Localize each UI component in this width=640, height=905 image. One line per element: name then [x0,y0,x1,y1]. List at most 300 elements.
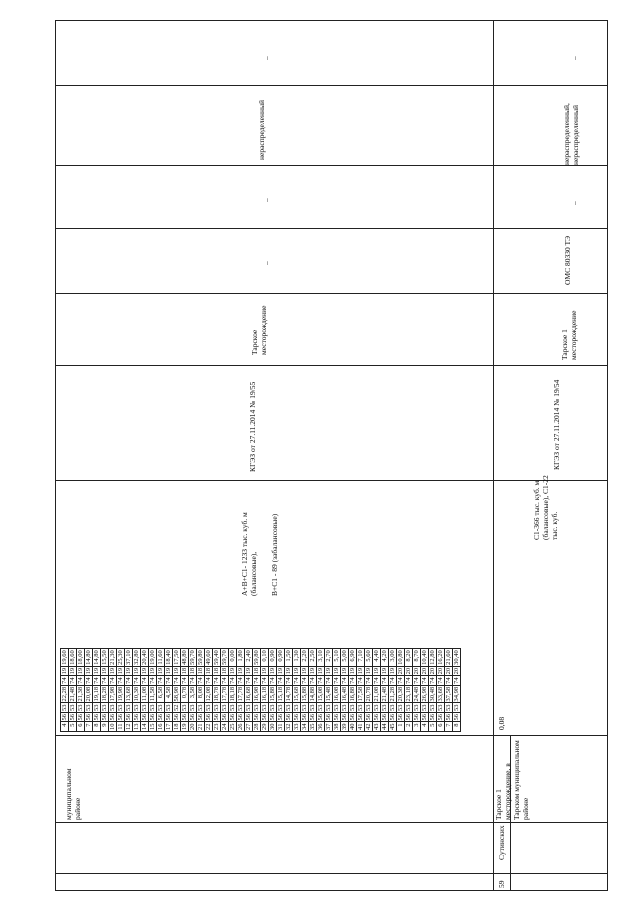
table-row [101,649,109,732]
table-cell: 18,00 [77,650,84,665]
col-sep-1 [55,85,608,86]
table-cell: 53 [333,704,340,711]
table-cell: 7 [85,722,93,732]
table-cell: 53 [205,704,212,711]
table-row [277,649,285,732]
table-cell: 3,10 [317,649,325,667]
table-cell: 56 [453,714,460,721]
table-cell: 12,80 [429,650,436,665]
table-cell: 26 [237,723,244,730]
table-cell: 56 [365,714,372,721]
table-cell: 28 [253,723,260,730]
table-cell: 44 [381,723,388,730]
table-cell: 5 [69,722,77,732]
table-cell: 19 [309,667,316,675]
table-cell: 18 [221,667,228,675]
table-cell: 7 [445,722,453,732]
table-cell: 41 [357,723,364,730]
table-cell: 74 [421,677,428,684]
table-cell: 52 [173,704,180,711]
table-cell: 20,38 [397,686,404,702]
table-cell: 20 [413,667,420,675]
table-cell: 56 [141,714,148,721]
table-row [293,649,301,732]
reserves-bottom: С1-366 тыс. куб. м (балансовые), С1-22 тыс. куб. [532,475,559,540]
table-cell: 8,08 [197,685,205,703]
table-cell: 18 [197,667,204,675]
table-cell: 21,38 [77,686,84,702]
table-cell: 74 [325,677,332,684]
table-cell: 74 [149,677,156,684]
table-cell: 74 [389,677,396,684]
table-cell: 3 [413,722,421,732]
table-cell: 21,48 [69,686,76,702]
table-row [325,649,333,732]
table-cell: 74 [109,677,116,684]
table-cell: 22,28 [61,686,68,702]
table-cell: 27 [245,723,252,730]
reserves-abc1: А+В+С1- 1233 тыс. куб. м (балансовые), [240,512,258,596]
table-cell: 20,08 [85,686,92,702]
table-cell: 74 [253,677,260,684]
table-row [429,649,437,732]
protocol-bottom: КГЭЗ от 27.11.2014 № 19/54 [552,379,561,470]
table-cell: 17,98 [109,686,116,702]
table-cell: 74 [237,677,244,684]
table-cell: 37,10 [125,650,132,665]
table-cell: 4 [61,722,69,732]
table-cell: 56 [213,714,220,721]
table-row [149,649,157,732]
table-cell: 25 [229,723,236,730]
table-cell: 56 [285,714,292,721]
table-cell: 19 [261,667,268,675]
table-cell: 16,88 [349,686,356,702]
table-row [437,649,445,732]
type-text-top: нераспределенный [257,99,266,160]
table-row [269,649,277,732]
table-cell: 2,70 [325,649,333,667]
table-cell: 20,78 [365,686,372,702]
table-cell: 53 [165,704,172,711]
table-cell: 56 [133,714,140,721]
table-cell: 19 [165,667,172,675]
table-cell: 23 [213,723,220,730]
license-bottom: ОМС 80330 ТЭ [563,235,572,285]
table-cell: 0,90 [269,649,277,667]
table-cell: 38 [333,723,340,730]
table-cell: 56 [381,714,388,721]
table-cell: 15,08 [317,686,324,702]
table-cell: 53 [189,704,196,711]
table-row [349,649,357,732]
table-cell: 8,20 [405,649,413,667]
table-cell: 53 [421,704,428,711]
protocol-top: КГЭЗ от 27.11.2014 № 19/55 [248,381,257,472]
table-cell: 74 [117,677,124,684]
table-cell: 20,40 [141,650,148,665]
table-cell: 56 [429,714,436,721]
table-row [245,649,253,732]
table-row [397,649,405,732]
table-cell: 19,18 [93,686,100,702]
table-cell: 53 [61,704,68,711]
table-cell: 19 [101,667,108,675]
table-row [165,649,173,732]
table-cell: 53 [149,704,156,711]
table-cell: 20 [397,667,404,675]
col-sep-7 [55,735,608,736]
table-cell: 15,48 [325,686,332,702]
table-cell: 6,90 [349,649,357,667]
table-cell: 56 [229,714,236,721]
table-cell: 20 [421,667,428,675]
table-cell: 56 [333,714,340,721]
table-cell: 53 [397,704,404,711]
table-cell: 18 [205,667,212,675]
table-cell: 19 [157,667,164,675]
table-cell: 74 [413,677,420,684]
table-cell: 19 [109,667,116,675]
table-cell: 56 [261,714,268,721]
table-cell: 53 [253,704,260,711]
table-cell: 33,68 [437,686,444,702]
table-cell: 53 [93,704,100,711]
dash-bottom-2: – [570,201,579,205]
table-cell: 74 [157,677,164,684]
table-cell: 0,78 [181,685,189,703]
table-cell: 22 [205,723,212,730]
table-cell: 56 [421,714,428,721]
table-cell: 56 [309,714,316,721]
table-cell: 56 [149,714,156,721]
table-cell: 56 [349,714,356,721]
table-cell: 53 [77,704,84,711]
table-cell: 2,20 [301,649,309,667]
table-cell: 12 [125,723,132,730]
table-cell: 56 [157,714,164,721]
col-sep-8 [55,822,608,823]
table-cell: 1,80 [237,649,245,667]
table-cell: 17,50 [173,650,180,665]
table-cell: 56 [77,714,84,721]
table-row [453,649,461,732]
table-cell: 53 [309,704,316,711]
table-cell: 59,70 [189,650,196,665]
type-text-bottom: нераспределенный, нераспределенный [562,103,580,165]
table-cell: 53 [85,704,92,711]
table-cell: 32,80 [133,650,140,665]
table-cell: 56 [165,714,172,721]
table-cell: 29 [261,723,268,730]
table-cell: 19 [389,667,396,675]
table-cell: 21,60 [445,650,452,665]
table-cell: 45 [389,723,396,730]
table-cell: 56 [445,714,452,721]
table-cell: 34,98 [453,686,460,702]
table-cell: 19 [133,667,140,675]
table-cell: 53 [293,704,300,711]
col-sep-4 [55,293,608,294]
table-cell: 53 [341,704,348,711]
table-cell: 12,08 [205,686,212,702]
table-cell: 53 [221,704,228,711]
table-cell: 15,88 [301,686,308,702]
table-cell: 53 [445,704,452,711]
table-cell: 0,10 [261,649,269,667]
deposit-desc-bottom: Тарское 1 месторождение, в Тарском муниципальном районе [494,740,530,820]
table-cell: 36 [317,723,324,730]
table-cell: 53 [69,704,76,711]
table-cell: 16,68 [245,686,252,702]
table-cell: 2 [405,722,413,732]
table-cell: 56 [269,714,276,721]
table-cell: 14 [141,723,148,730]
table-cell: 58,98 [173,686,180,702]
table-cell: 56 [85,714,92,721]
table-cell: 4 [421,722,429,732]
table-cell: 40 [349,723,356,730]
table-cell: 0,00 [229,649,237,667]
table-row [413,649,421,732]
table-cell: 74 [429,677,436,684]
table-cell: 42 [365,723,372,730]
table-cell: 53 [365,704,372,711]
table-row [261,649,269,732]
table-cell: 74 [301,677,308,684]
table-cell: 25,30 [117,650,124,665]
table-cell: 23,18 [405,686,412,702]
table-cell: 15,68 [293,686,300,702]
table-cell: 16,48 [341,686,348,702]
table-cell: 18,18 [229,686,236,702]
table-cell: 11,08 [141,686,148,702]
table-cell: 56 [405,714,412,721]
table-cell: 19 [269,667,276,675]
table-cell: 14,80 [93,650,100,665]
table-cell: 74 [277,677,284,684]
table-cell: 56 [197,714,204,721]
table-row [445,649,453,732]
table-cell: 30,48 [429,686,436,702]
table-cell: 56 [413,714,420,721]
table-cell: 16,98 [253,686,260,702]
table-cell: 53 [429,704,436,711]
table-cell: 15,50 [101,650,108,665]
table-row [229,649,237,732]
table-cell: 53 [229,704,236,711]
table-cell: 74 [205,677,212,684]
table-cell: 56 [373,714,380,721]
table-cell: 15,18 [277,686,284,702]
table-row [173,649,181,732]
table-cell: 18 [213,667,220,675]
table-cell: 18 [253,667,260,675]
table-cell: 74 [349,677,356,684]
table-row [189,649,197,732]
table-row [117,649,125,732]
table-cell: 37,58 [445,686,452,702]
table-row [213,649,221,732]
table-cell: 14,88 [309,686,316,702]
table-cell: 74 [165,677,172,684]
table-row [301,649,309,732]
table-row [77,649,85,732]
table-cell: 74 [381,677,388,684]
table-cell: 74 [85,677,92,684]
table-row [109,649,117,732]
table-cell: 59,70 [221,650,228,665]
table-cell: 18 [181,667,188,675]
table-cell: 2,50 [309,649,317,667]
table-cell: 8,70 [413,649,421,667]
page-top-border [55,20,608,21]
table-cell: 53 [325,704,332,711]
page-bottom-border [55,890,608,891]
table-cell: 53 [141,704,148,711]
table-row [133,649,141,732]
table-cell: 56 [437,714,444,721]
table-cell: 74 [213,677,220,684]
table-cell: 19 [293,667,300,675]
table-cell: 16,20 [437,650,444,665]
table-cell: 19 [237,667,244,675]
table-cell: 19 [349,667,356,675]
table-cell: 19,60 [61,650,68,665]
table-cell: 53 [405,704,412,711]
table-cell: 74 [373,677,380,684]
table-cell: 56 [253,714,260,721]
table-cell: 19 [245,667,252,675]
table-cell: 53 [381,704,388,711]
table-row [61,649,69,732]
table-cell: 19 [77,667,84,675]
table-cell: 53 [133,704,140,711]
coordinates-table [60,648,461,732]
table-row [237,649,245,732]
table-cell: 53 [237,704,244,711]
table-cell: 53 [197,704,204,711]
table-cell: 6,58 [157,685,165,703]
table-cell: 74 [437,677,444,684]
table-cell: 56 [397,714,404,721]
table-cell: 19 [69,667,76,675]
table-cell: 20 [445,667,452,675]
table-cell: 19 [229,667,236,675]
table-cell: 53 [277,704,284,711]
table-cell: 19 [285,667,292,675]
table-cell: 74 [69,677,76,684]
table-cell: 53 [301,704,308,711]
table-row [421,649,429,732]
table-cell: 10,40 [421,650,428,665]
table-cell: 4,40 [373,649,381,667]
table-cell: 56 [69,714,76,721]
table-cell: 56 [181,714,188,721]
table-cell: 6 [437,722,445,732]
table-cell: 74 [221,677,228,684]
table-row [333,649,341,732]
table-cell: 21,30 [109,650,116,665]
coordinates-table-body [61,649,461,732]
table-row [309,649,317,732]
table-cell: 10,38 [133,686,140,702]
table-cell: 5,60 [365,649,373,667]
table-cell: 74 [357,677,364,684]
table-cell: 19 [117,667,124,675]
area-value: 0,08 [497,716,506,730]
table-cell: 15 [149,723,156,730]
table-cell: 56 [301,714,308,721]
table-row [93,649,101,732]
table-cell: 18,40 [165,650,172,665]
table-cell: 13,68 [125,686,132,702]
table-cell: 19 [333,667,340,675]
table-cell: 19 [357,667,364,675]
table-cell: 19 [61,667,68,675]
table-cell: 2,40 [245,649,253,667]
table-cell: 19 [317,667,324,675]
dash-top-3: – [262,261,271,265]
table-cell: 56 [101,714,108,721]
table-cell: 53 [213,704,220,711]
table-cell: 56 [389,714,396,721]
table-row [381,649,389,732]
table-cell: 32 [285,723,292,730]
col-sep-3 [55,228,608,229]
table-cell: 53 [269,704,276,711]
dash-top-1: – [262,56,271,60]
table-cell: 74 [293,677,300,684]
table-cell: 20 [405,667,412,675]
table-cell: 18,28 [101,686,108,702]
table-cell: 53 [181,704,188,711]
table-row [69,649,77,732]
table-cell: 19 [341,667,348,675]
table-cell: 74 [453,677,460,684]
table-cell: 74 [133,677,140,684]
coordinates-table-wrapper [60,648,461,732]
table-cell: 19 [149,667,156,675]
table-cell: 53 [125,704,132,711]
table-cell: 34 [301,723,308,730]
table-cell: 49,60 [205,650,212,665]
district-name: Сутинских [497,825,506,860]
table-cell: 74 [189,677,196,684]
table-cell: 19 [181,723,188,730]
table-row [405,649,413,732]
table-row [253,649,261,732]
table-cell: 74 [341,677,348,684]
table-row [125,649,133,732]
table-cell: 17 [165,723,172,730]
table-cell: 33 [293,723,300,730]
table-cell: 53 [245,704,252,711]
table-cell: 21,48 [381,686,388,702]
table-cell: 18 [189,667,196,675]
table-cell: 56 [277,714,284,721]
table-row [373,649,381,732]
table-cell: 19 [141,667,148,675]
table-cell: 53 [109,704,116,711]
table-row [317,649,325,732]
table-cell: 3,00 [389,649,397,667]
table-cell: 19,00 [149,650,156,665]
table-cell: 14,80 [85,650,92,665]
table-row [205,649,213,732]
table-cell: 74 [285,677,292,684]
table-cell: 74 [229,677,236,684]
